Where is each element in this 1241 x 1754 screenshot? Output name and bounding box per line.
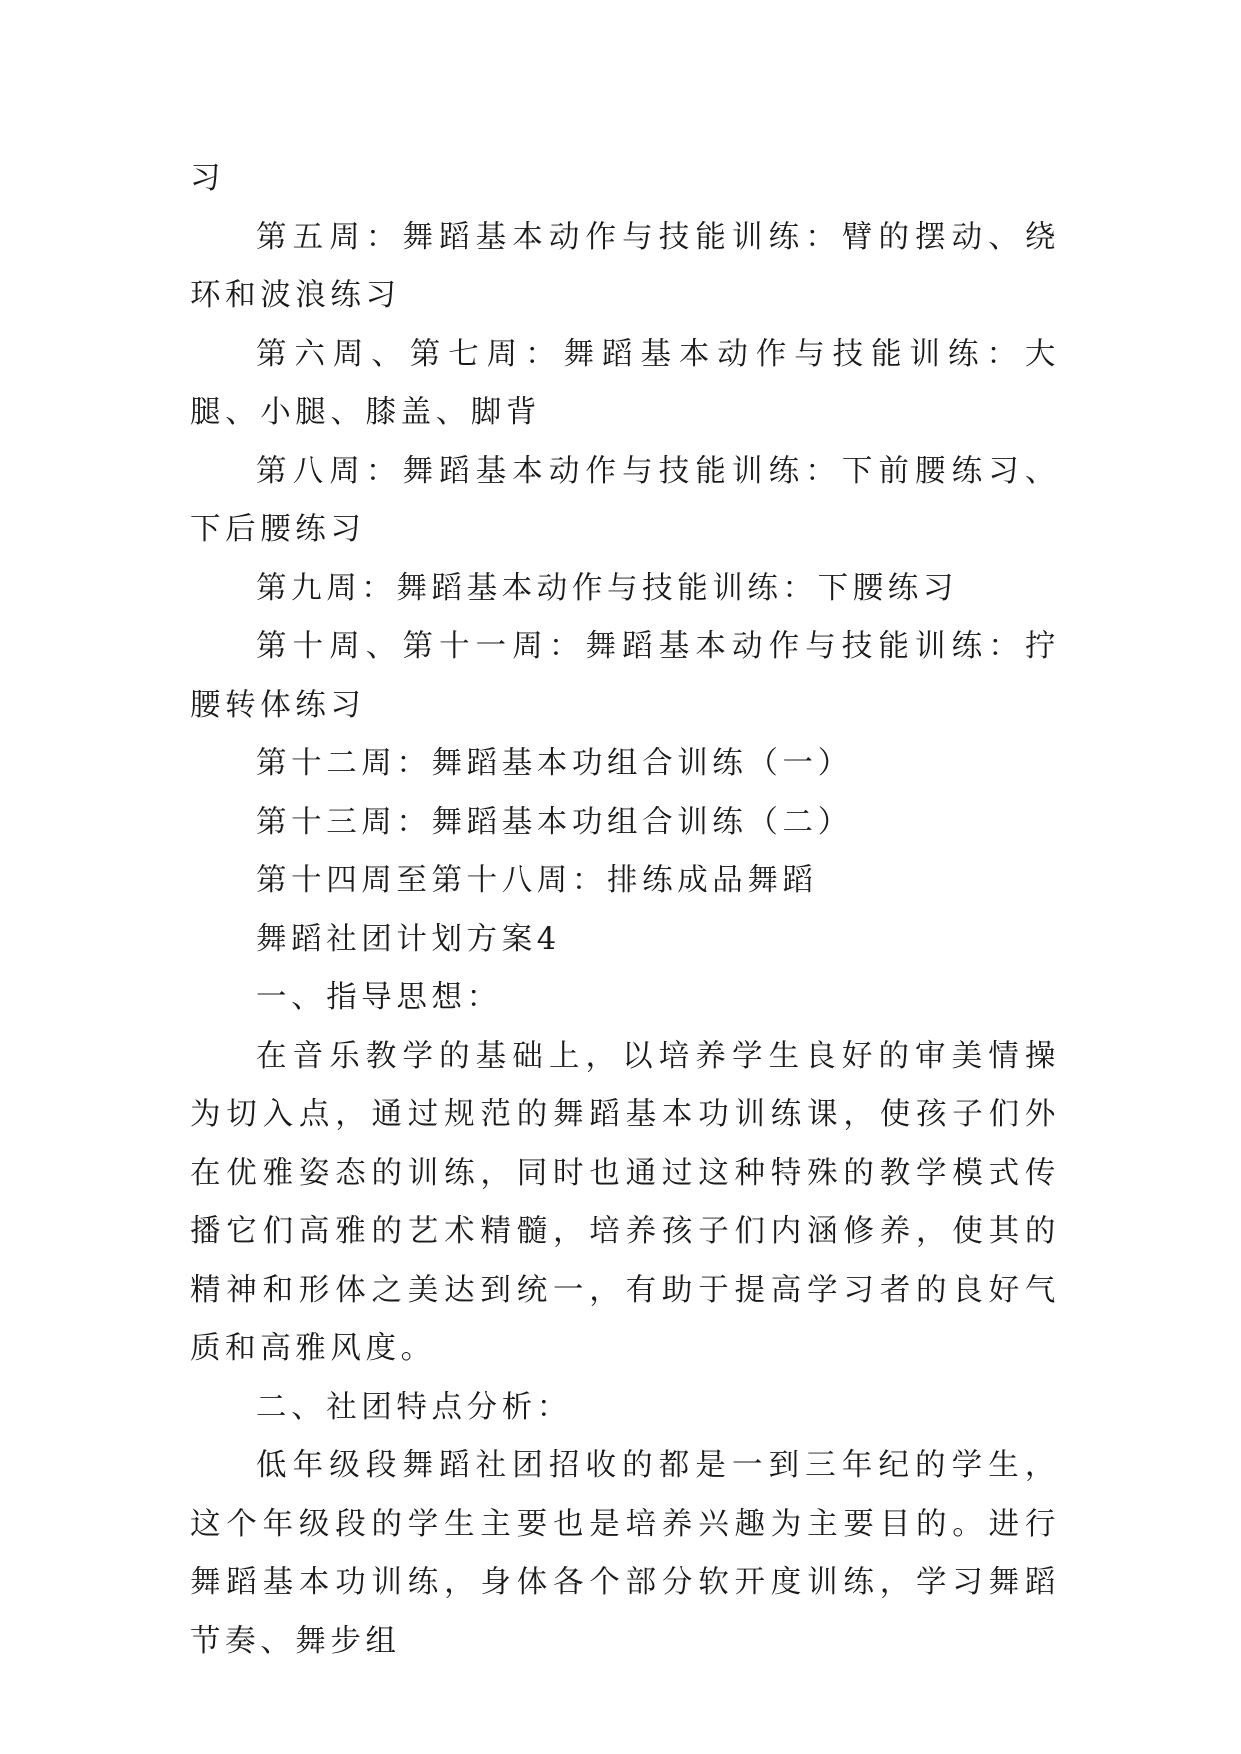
paragraph-week-14-18: 第十四周至第十八周：排练成品舞蹈: [256, 863, 818, 898]
paragraph-week-5: 第五周：舞蹈基本动作与技能训练：臂的摆动、绕环和波浪练习: [190, 219, 1060, 313]
document-page: [190, 150, 1060, 1671]
paragraph-week-9: 第九周：舞蹈基本动作与技能训练：下腰练习: [256, 570, 958, 606]
paragraph-week-13: 第十三周：舞蹈基本功组合训练（二）: [256, 804, 853, 840]
paragraph-week-8: 第八周：舞蹈基本动作与技能训练：下前腰练习、下后腰练习: [190, 453, 1060, 547]
paragraph-continuation: 习: [190, 161, 226, 196]
paragraph-week-6-7: 第六周、第七周：舞蹈基本动作与技能训练：大腿、小腿、膝盖、脚背: [190, 336, 1060, 430]
paragraph-week-12: 第十二周：舞蹈基本功组合训练（一）: [256, 746, 853, 781]
paragraph-week-10-11: 第十周、第十一周：舞蹈基本动作与技能训练：拧腰转体练习: [190, 629, 1060, 723]
section-heading-plan-4: 舞蹈社团计划方案4: [256, 921, 561, 957]
paragraph-club-analysis: 低年级段舞蹈社团招收的都是一到三年纪的学生，这个年级段的学生主要也是培养兴趣为主要目的。进行舞蹈基本功训练，身体各个部分软开度训练，学习舞蹈节奏、舞步组: [190, 1448, 1060, 1659]
heading-club-analysis: 二、社团特点分析：: [256, 1389, 572, 1425]
paragraph-guiding-thought: 在音乐教学的基础上，以培养学生良好的审美情操为切入点，通过规范的舞蹈基本功训练课，使孩子们外在优雅姿态的训练，同时也通过这种特殊的教学模式传播它们高雅的艺术精髓，培养孩子们内涵修养，使其的精神和形体之美达到统一，有助于提高学习者的良好气质和高雅风度。: [190, 1038, 1060, 1366]
heading-guiding-thought: 一、指导思想：: [256, 980, 502, 1015]
